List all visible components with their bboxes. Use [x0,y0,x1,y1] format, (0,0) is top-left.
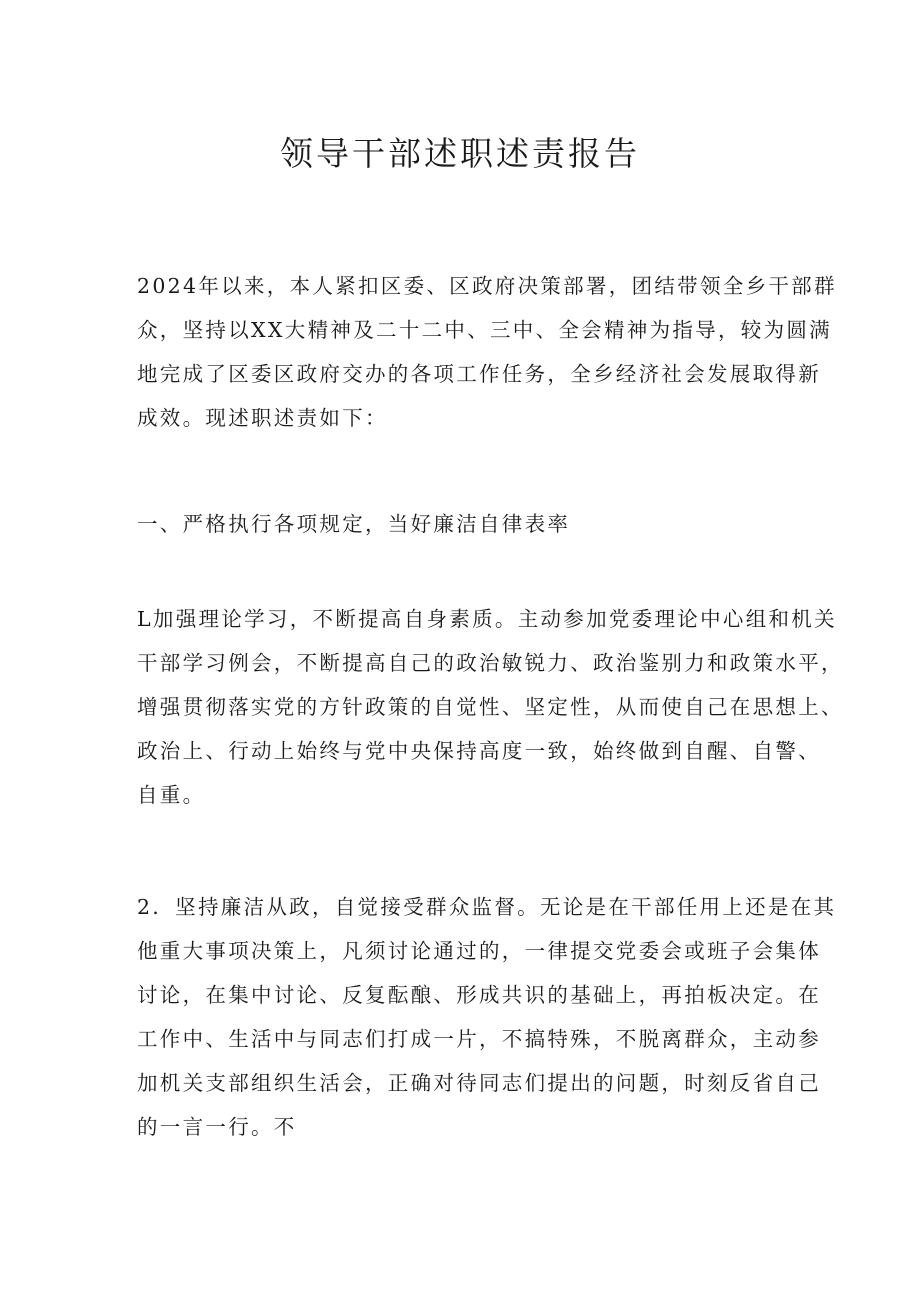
item-1-line: L加强理论学习，不断提高自身素质。主动参加党委理论中心组和机关 [137,607,837,631]
intro-line: 2024年以来，本人紧扣区委、区政府决策部署，团结带领全乡干部群 [137,274,837,298]
item-2-line: 工作中、生活中与同志们打成一片，不搞特殊，不脱离群众，主动参 [137,1027,821,1051]
item-2-line: 加机关支部组织生活会，正确对待同志们提出的问题，时刻反省自己 [137,1071,821,1095]
intro-line: 地完成了区委区政府交办的各项工作任务，全乡经济社会发展取得新 [137,362,821,386]
item-2-line: 他重大事项决策上，凡须讨论通过的，一律提交党委会或班子会集体 [137,939,821,963]
intro-line: 众，坚持以XX大精神及二十二中、三中、全会精神为指导，较为圆满 [137,318,832,342]
item-2-line: 的一言一行。不 [137,1115,297,1139]
item-1-line: 自重。 [137,783,206,807]
item-2-line: 2．坚持廉洁从政，自觉接受群众监督。无论是在干部任用上还是在其 [137,895,837,919]
item-1-line: 政治上、行动上始终与党中央保持高度一致，始终做到自醒、自警、 [137,739,821,763]
item-2-paragraph [137,885,837,1149]
intro-paragraph [137,264,837,440]
page-title: 领导干部述职述责报告 [280,134,640,173]
item-1-paragraph [137,597,844,817]
item-2-line: 讨论，在集中讨论、反复酝酿、形成共识的基础上，再拍板决定。在 [137,983,821,1007]
intro-line: 成效。现述职述责如下： [137,406,388,430]
section-heading: 一、严格执行各项规定，当好廉洁自律表率 [137,512,571,536]
item-1-line: 干部学习例会，不断提高自己的政治敏锐力、政治鉴别力和政策水平， [137,651,844,675]
item-1-line: 增强贯彻落实党的方针政策的自觉性、坚定性，从而使自己在思想上、 [137,695,844,719]
